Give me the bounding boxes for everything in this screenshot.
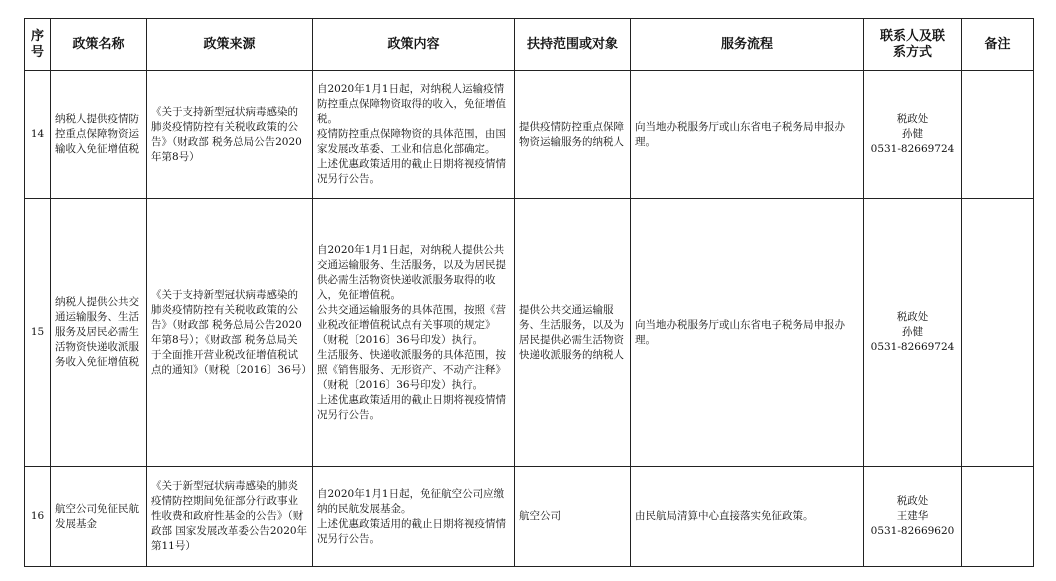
content-paragraph: 自2020年1月1日起，免征航空公司应缴纳的民航发展基金。 <box>317 487 505 515</box>
header-scope: 扶持范围或对象 <box>515 19 631 71</box>
row-policy-source: 《关于支持新型冠状病毒感染的肺炎疫情防控有关税收政策的公告》（财政部 税务总局公告2020年第8号） <box>147 71 313 199</box>
row-no: 16 <box>25 467 51 567</box>
header-row <box>25 19 1034 71</box>
header-content: 政策内容 <box>313 19 515 71</box>
contact-dept: 税政处 <box>896 495 929 507</box>
row-policy-source: 《关于新型冠状病毒感染的肺炎疫情防控期间免征部分行政事业性收费和政府性基金的公告》（财政部 国家发展改革委公告2020年第11号） <box>147 467 313 567</box>
contact-dept: 税政处 <box>896 113 929 125</box>
content-paragraph: 上述优惠政策适用的截止日期将视疫情情况另行公告。 <box>317 517 506 545</box>
row-note <box>962 199 1034 467</box>
header-source: 政策来源 <box>147 19 313 71</box>
contact-person: 孙健 <box>902 128 923 140</box>
row-policy-source: 《关于支持新型冠状病毒感染的肺炎疫情防控有关税收政策的公告》（财政部 税务总局公告2020年第8号）；《财政部 税务总局关于全面推开营业税改征增值税试点的通知》（财税〔2016〕36号） <box>147 199 313 467</box>
row-policy-content <box>313 71 515 199</box>
row-policy-name: 纳税人提供公共交通运输服务、生活服务及居民必需生活物资快递收派服务收入免征增值税 <box>51 199 147 467</box>
content-paragraph: 自2020年1月1日起，对纳税人运输疫情防控重点保障物资取得的收入，免征增值税。 <box>317 83 506 125</box>
content-paragraph: 公共交通运输服务的具体范围，按照《营业税改征增值税试点有关事项的规定》（财税〔2016〕36号印发）执行。 <box>317 303 506 346</box>
row-note <box>962 467 1034 567</box>
row-process: 由民航局清算中心直接落实免征政策。 <box>631 467 864 567</box>
content-paragraph: 上述优惠政策适用的截止日期将视疫情情况另行公告。 <box>317 393 506 421</box>
row-process: 向当地办税服务厅或山东省电子税务局申报办理。 <box>631 199 864 467</box>
header-no: 序号 <box>25 19 51 71</box>
row-contact <box>864 467 962 567</box>
row-scope: 提供疫情防控重点保障物资运输服务的纳税人 <box>515 71 631 199</box>
contact-dept: 税政处 <box>896 311 929 323</box>
contact-phone: 0531-82669724 <box>870 143 955 155</box>
table-row <box>25 71 1034 199</box>
contact-person: 孙健 <box>902 326 923 338</box>
row-note <box>962 71 1034 199</box>
row-contact <box>864 71 962 199</box>
row-no: 15 <box>25 199 51 467</box>
content-paragraph: 上述优惠政策适用的截止日期将视疫情情况另行公告。 <box>317 158 506 185</box>
row-contact <box>864 199 962 467</box>
content-paragraph: 自2020年1月1日起，对纳税人提供公共交通运输服务、生活服务，以及为居民提供必需生活物资快递收派服务取得的收入，免征增值税。 <box>317 243 506 301</box>
row-policy-name: 纳税人提供疫情防控重点保障物资运输收入免征增值税 <box>51 71 147 199</box>
header-name: 政策名称 <box>51 19 147 71</box>
row-scope: 航空公司 <box>515 467 631 567</box>
header-note: 备注 <box>962 19 1034 71</box>
row-scope: 提供公共交通运输服务、生活服务，以及为居民提供必需生活物资快递收派服务的纳税人 <box>515 199 631 467</box>
content-paragraph: 生活服务、快递收派服务的具体范围，按照《销售服务、无形资产、不动产注释》（财税〔2016〕36号印发）执行。 <box>317 348 506 391</box>
policy-table-container <box>24 18 1033 567</box>
row-process: 向当地办税服务厅或山东省电子税务局申报办理。 <box>631 71 864 199</box>
contact-phone: 0531-82669724 <box>870 341 955 353</box>
contact-phone: 0531-82669620 <box>870 525 955 537</box>
row-no: 14 <box>25 71 51 199</box>
row-policy-content <box>313 199 515 467</box>
content-paragraph: 疫情防控重点保障物资的具体范围，由国家发展改革委、工业和信息化部确定。 <box>317 128 506 155</box>
contact-person: 王建华 <box>896 510 929 522</box>
header-process: 服务流程 <box>631 19 864 71</box>
policy-table <box>24 18 1034 567</box>
header-contact: 联系人及联系方式 <box>864 19 962 71</box>
row-policy-content <box>313 467 515 567</box>
row-policy-name: 航空公司免征民航发展基金 <box>51 467 147 567</box>
table-row <box>25 467 1034 567</box>
table-row <box>25 199 1034 467</box>
